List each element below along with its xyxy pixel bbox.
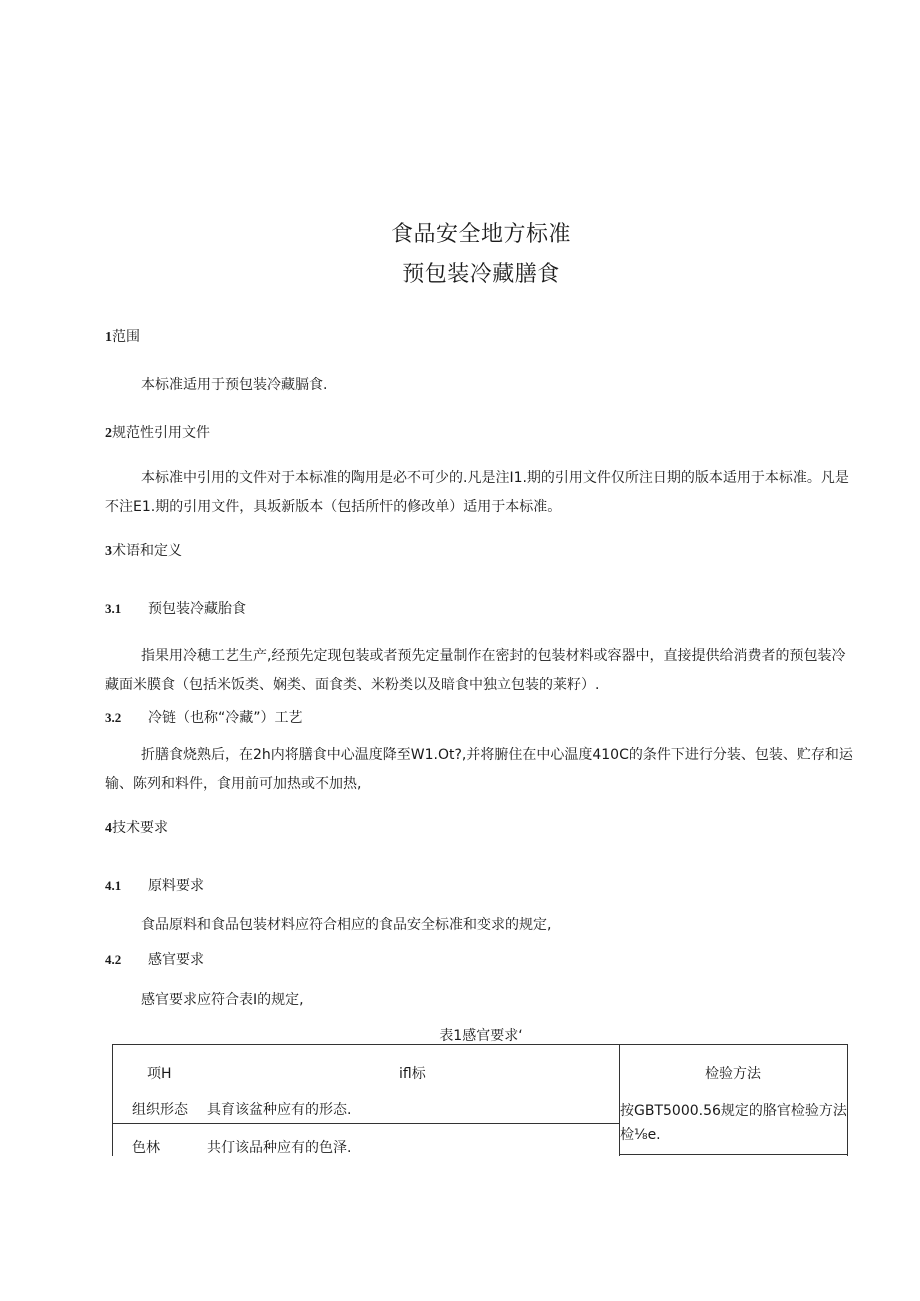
section-2-heading	[105, 422, 210, 442]
table-method-line-1: 按GBT5000.56规定的胳官检验方法	[620, 1103, 847, 1119]
table-row-divider	[113, 1123, 619, 1124]
section-3-heading	[105, 540, 182, 560]
document-subtitle: 预包装冷藏膳食	[402, 262, 560, 287]
table-row-2-item: 色林	[132, 1140, 160, 1156]
table-header-item: 项H	[147, 1066, 172, 1082]
section-2-text: 本标准中引用的文件对于本标准的陶用是必不可少的.凡是注I1.期的引用文件仅所注日期的版本适用于本标准。凡是不注E1.期的引用文件，具坂新版本（包括所忓的修改单）适用于本标准。	[105, 470, 849, 515]
section-number: 3.2	[105, 710, 122, 725]
section-title: 冷链（也称“冷藏”）工艺	[148, 710, 303, 726]
section-number: 4.1	[105, 878, 122, 893]
table-method-bottom-border	[619, 1154, 848, 1155]
section-title: 预包装冷藏胎食	[148, 601, 246, 617]
section-title: 感官要求	[148, 952, 204, 968]
section-title: 术语和定义	[112, 543, 182, 559]
section-1-text: 本标准适用于预包装冷藏膈食.	[141, 377, 328, 393]
section-3-1-text: 指果用冷穂工艺生产,经预先定现包装或者预先定量制作在密封的包装材料或容器中，直接提供给消费者的预包装冷藏面米膜食（包括米饭类、娴类、面食类、米粉类以及暗食中独立包装的莱籽）.	[105, 648, 846, 693]
section-4-2-heading	[105, 949, 204, 969]
section-title: 范围	[112, 329, 140, 345]
table-right-border	[847, 1044, 848, 1156]
table-top-border	[112, 1044, 848, 1045]
section-number: 4	[105, 821, 112, 836]
table-header-method: 检验方法	[705, 1066, 761, 1082]
section-3-2-text: 折膳食烧熟后，在2h内将膳食中心温度降至W1.Ot?,并将腑住在中心温度410C的条件下进行分装、包装、贮存和运输、陈列和料件，食用前可加热或不加热,	[105, 747, 853, 792]
section-number: 3.1	[105, 601, 122, 616]
document-title: 食品安全地方标准	[390, 222, 571, 247]
section-number: 3	[105, 544, 112, 559]
table-header-indicator: ifl标	[399, 1066, 426, 1082]
section-number: 4.2	[105, 952, 122, 967]
section-title: 技术要求	[112, 820, 168, 836]
section-4-1-heading	[105, 875, 204, 895]
table-method-line-2: 检⅛e.	[620, 1127, 661, 1143]
section-4-2-text: 感官要求应符合表I的规定,	[141, 992, 304, 1008]
section-3-1-heading	[105, 598, 246, 618]
section-title: 原料要求	[148, 878, 204, 894]
section-4-1-text: 食品原料和食品包装材料应符合相应的食品安全标准和变求的规定,	[141, 917, 552, 933]
table-caption: 表1感官要求‘	[439, 1028, 523, 1044]
section-number: 2	[105, 426, 112, 441]
section-3-2-heading	[105, 707, 303, 727]
table-row-1-indicator: 具育该盆种应有的形态.	[207, 1102, 352, 1118]
section-4-heading	[105, 817, 168, 837]
section-title: 规范性引用文件	[112, 425, 210, 441]
section-number: 1	[105, 330, 112, 345]
table-row-2-indicator: 共仃该品种应有的色泽.	[207, 1140, 352, 1156]
table-row-1-item: 组织形态	[132, 1102, 188, 1118]
table-left-border	[112, 1044, 113, 1156]
section-1-heading	[105, 326, 140, 346]
